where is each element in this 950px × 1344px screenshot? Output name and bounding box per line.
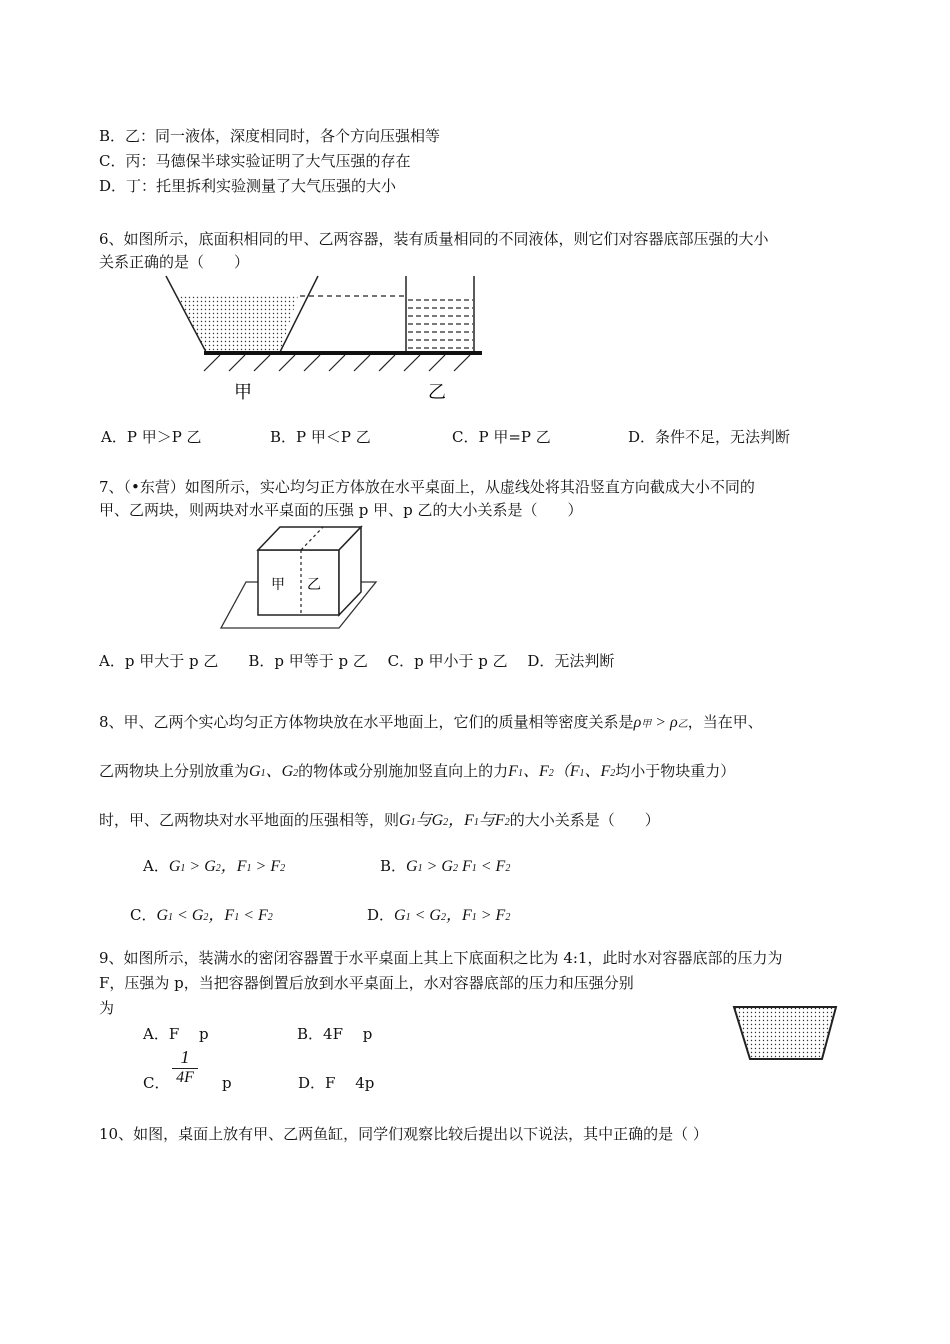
q8-option-a-expr: G1 > G2，F1 > F2 <box>168 858 286 875</box>
q5-option-c: C．丙：马德保半球实验证明了大气压强的存在 <box>99 152 411 170</box>
q8-option-a-label: A． <box>143 857 169 875</box>
q6-option-b: B．P 甲＜P 乙 <box>270 428 371 446</box>
q7-figure <box>216 520 386 635</box>
q8-f-symbols: F1、F2（F1、F2 <box>508 763 616 780</box>
q6-stem-line2: 关系正确的是（ ） <box>99 253 250 271</box>
q5-option-b: B．乙：同一液体，深度相同时，各个方向压强相等 <box>99 127 441 145</box>
q9-option-b: B．4F p <box>297 1025 373 1043</box>
q7-fig-label-b: 乙 <box>307 577 321 593</box>
q9-figure <box>730 1003 842 1065</box>
q6-option-d: D．条件不足，无法判断 <box>628 428 791 446</box>
q9-option-a: A．F p <box>143 1025 209 1043</box>
q6-option-c: C．P 甲=P 乙 <box>452 428 551 446</box>
q6-figure <box>160 272 490 412</box>
q7-fig-label-a: 甲 <box>271 577 285 593</box>
q8-stem2b: 的物体或分别施加竖直向上的力 <box>298 762 509 780</box>
q9-stem-line1: 9、如图所示，装满水的密闭容器置于水平桌面上其上下底面积之比为 4:1，此时水对容器底部的压力为 <box>99 949 783 967</box>
q8-stem-line1 <box>99 712 763 735</box>
q8-compare-symbols: G1与G2，F1与F2 <box>399 812 510 829</box>
q6-option-a: A．P 甲＞P 乙 <box>101 428 202 446</box>
q9-stem-line3: 为 <box>99 999 115 1017</box>
q8-option-c <box>130 905 273 928</box>
q7-stem-line1: 7、（•东营）如图所示，实心均匀正方体放在水平桌面上，从虚线处将其沿竖直方向截成大小不同的 <box>99 478 755 496</box>
q7-options: A．p 甲大于 p 乙 B．p 甲等于 p 乙 C．p 甲小于 p 乙 D．无法判断 <box>99 652 615 670</box>
q9-option-d: D．F 4p <box>298 1074 375 1092</box>
q6-fig-label-b: 乙 <box>428 382 446 403</box>
q8-stem1-text: 8、甲、乙两个实心均匀正方体物块放在水平地面上，它们的质量相等密度关系是 <box>99 713 634 731</box>
q6-stem-line1: 6、如图所示，底面积相同的甲、乙两容器，装有质量相同的不同液体，则它们对容器底部压强的大小 <box>99 230 769 248</box>
container-a-liquid <box>177 296 298 352</box>
q9-option-c-label: C． <box>143 1074 170 1092</box>
q7-stem-line2: 甲、乙两块，则两块对水平桌面的压强 p 甲、p 乙的大小关系是（ ） <box>99 501 583 519</box>
q9-fraction-numerator: 1 <box>180 1047 190 1067</box>
q8-option-b-expr: G1 > G2 F1 < F2 <box>406 858 511 875</box>
q8-stem3b: 的大小关系是（ ） <box>509 811 660 829</box>
q8-g-symbols: G1、G2 <box>249 763 299 780</box>
q9-stem-line2: F，压强为 p，当把容器倒置后放到水平桌面上，水对容器底部的压力和压强分别 <box>99 974 634 992</box>
q10-stem: 10、如图，桌面上放有甲、乙两鱼缸，同学们观察比较后提出以下说法，其中正确的是（ ） <box>99 1125 708 1143</box>
q8-option-d-expr: G1 < G2，F1 > F2 <box>394 907 511 924</box>
q8-option-b <box>380 856 510 879</box>
q8-option-a <box>143 856 285 879</box>
q9-option-c-fraction <box>172 1048 198 1087</box>
q8-option-d-label: D． <box>367 906 395 924</box>
q8-option-b-label: B． <box>380 857 407 875</box>
q8-density-relation: ρ甲 > ρ乙 <box>633 714 688 731</box>
q8-stem2c: 均小于物块重力） <box>615 762 736 780</box>
q5-option-d: D．丁：托里拆利实验测量了大气压强的大小 <box>99 177 397 195</box>
q8-stem2a: 乙两物块上分别放重为 <box>99 762 250 780</box>
q8-stem-line2 <box>99 761 735 784</box>
q8-option-c-label: C． <box>130 906 157 924</box>
q8-stem1-end: ，当在甲、 <box>687 713 763 731</box>
q8-option-c-expr: G1 < G2，F1 < F2 <box>156 907 273 924</box>
q6-fig-label-a: 甲 <box>234 382 252 403</box>
q8-option-d <box>367 905 510 928</box>
q8-stem-line3 <box>99 810 660 833</box>
container-b-liquid <box>407 296 473 352</box>
q8-stem3a: 时，甲、乙两物块对水平地面的压强相等，则 <box>99 811 400 829</box>
sealed-container <box>734 1007 836 1059</box>
q9-fraction-denominator: 4F <box>176 1069 194 1086</box>
q9-option-c-p: p <box>222 1074 232 1092</box>
